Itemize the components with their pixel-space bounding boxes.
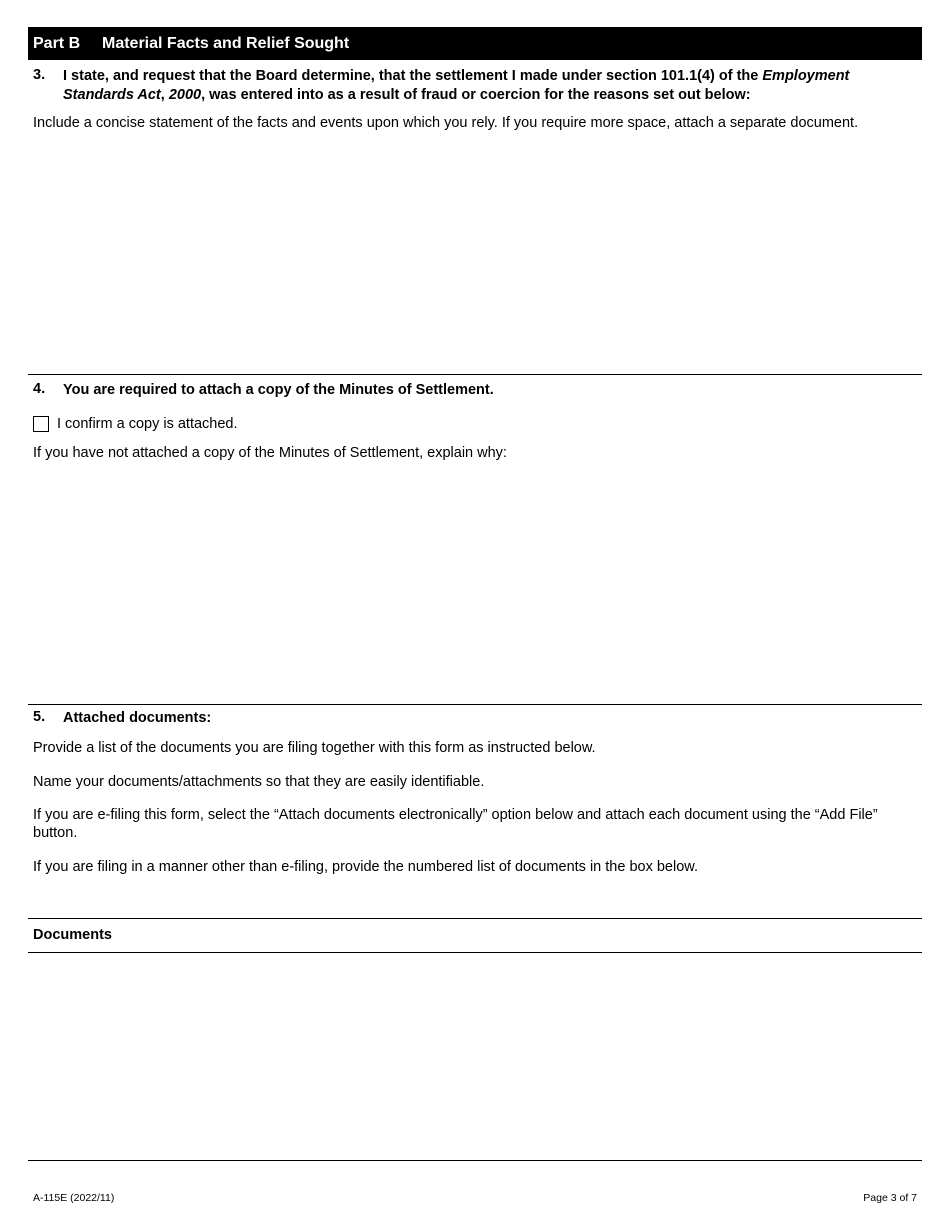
- divider: [28, 918, 922, 919]
- q3-act-sep: ,: [160, 87, 169, 103]
- q5-number: 5.: [33, 709, 46, 725]
- part-title: Material Facts and Relief Sought: [102, 34, 350, 52]
- q3-act-year: 2000: [168, 87, 202, 103]
- q3-text-prefix: I state, and request that the Board determine, that the settlement I made under section 101.1(4) of the: [63, 68, 763, 84]
- confirm-copy-checkbox[interactable]: [33, 416, 49, 432]
- documents-response-field[interactable]: [33, 958, 917, 1154]
- confirm-copy-label: I confirm a copy is attached.: [57, 416, 238, 432]
- q5-paragraph: If you are e-filing this form, select the “Attach documents electronically” option below and attach each document using the “Add File” button.: [33, 807, 878, 841]
- divider: [28, 704, 922, 705]
- divider: [28, 952, 922, 953]
- q3-number: 3.: [33, 67, 46, 83]
- q3-response-field[interactable]: [33, 152, 917, 368]
- q5-paragraph: Name your documents/attachments so that they are easily identifiable.: [33, 774, 485, 790]
- form-id: A-115E (2022/11): [33, 1192, 115, 1204]
- q4-explain-prompt: If you have not attached a copy of the Minutes of Settlement, explain why:: [33, 445, 507, 461]
- documents-label: Documents: [33, 927, 112, 943]
- page-number: Page 3 of 7: [863, 1192, 917, 1204]
- divider: [28, 374, 922, 375]
- q4-number: 4.: [33, 381, 46, 397]
- q3-act-name: Employment Standards Act: [63, 68, 850, 103]
- q3-text-suffix: , was entered into as a result of fraud or coercion for the reasons set out below:: [201, 87, 751, 103]
- q4-statement: You are required to attach a copy of the Minutes of Settlement.: [63, 382, 494, 398]
- part-b-header: [28, 27, 922, 60]
- q3-instructions: Include a concise statement of the facts and events upon which you rely. If you require more space, attach a separate document.: [33, 115, 859, 131]
- divider: [28, 1160, 922, 1161]
- q5-paragraph: If you are filing in a manner other than e-filing, provide the numbered list of documents in the box below.: [33, 859, 698, 875]
- q3-statement: [63, 67, 913, 105]
- q4-response-field[interactable]: [33, 470, 917, 696]
- part-label: Part B: [33, 34, 81, 52]
- q5-paragraph: Provide a list of the documents you are filing together with this form as instructed below.: [33, 740, 596, 756]
- q5-statement: Attached documents:: [63, 710, 212, 726]
